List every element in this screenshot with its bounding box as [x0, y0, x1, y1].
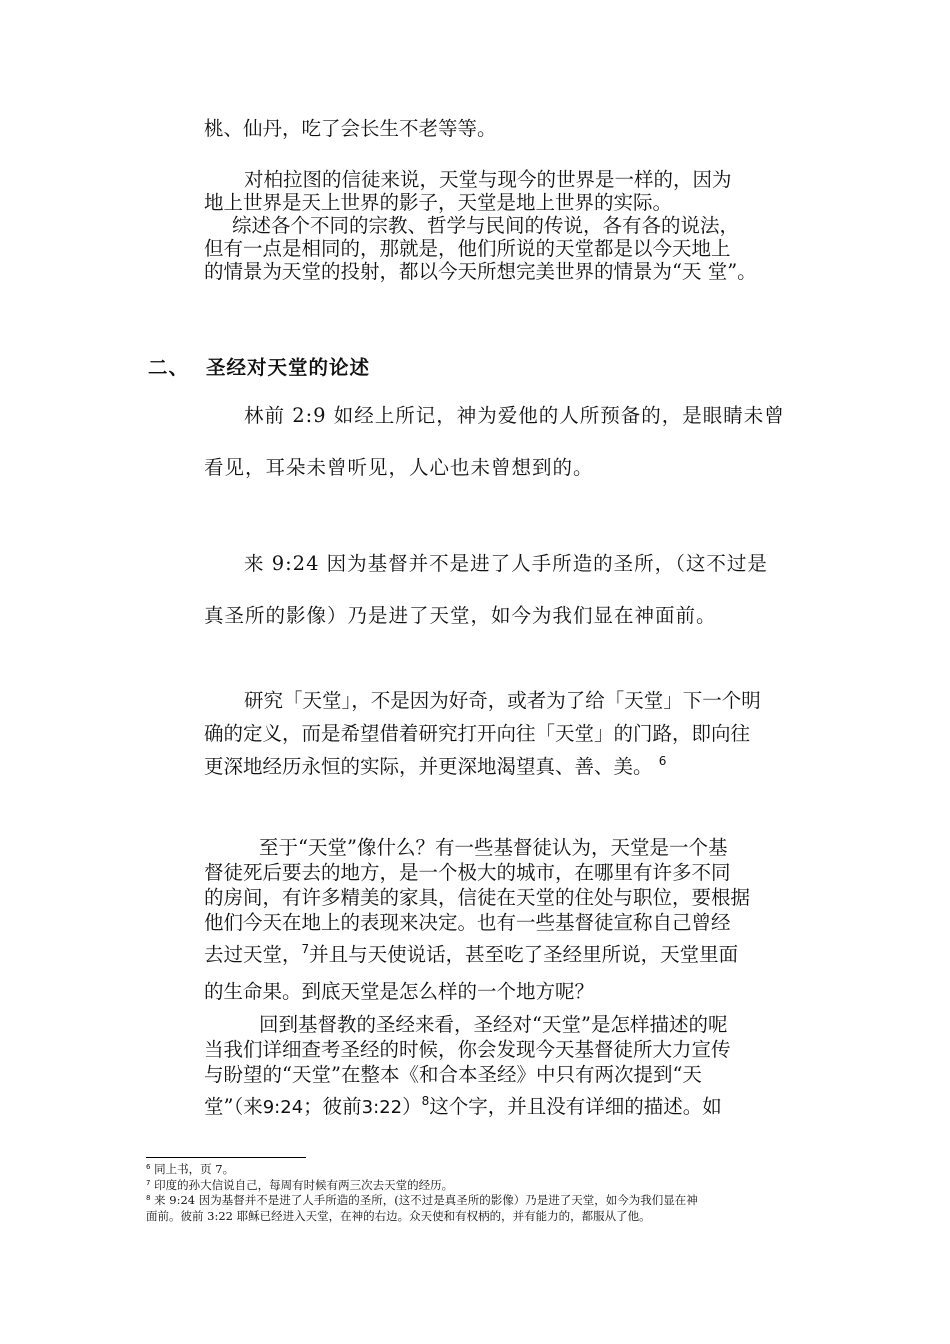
section-number: 二、 [148, 356, 190, 379]
text-line: 他们今天在地上的表现来决定。也有一些基督徒宣称自己曾经 [204, 911, 731, 934]
footnote-ref[interactable]: 6 [658, 754, 667, 768]
text-line: 3:22 [361, 1097, 403, 1118]
text-line: 去过天堂， [204, 943, 302, 966]
text-line: 的房间，有许多精美的家具，信徒在天堂的住处与职位，要根据 [204, 886, 751, 909]
section-heading [148, 352, 370, 380]
plato-paragraph [204, 168, 808, 214]
text-line: 并且与天使说话，甚至吃了圣经里所说，天堂里面 [309, 943, 739, 966]
text-line: 林前 2:9 如经上所记，神为爱他的人所预备的，是眼睛未曾 [244, 404, 785, 427]
text-line: 真圣所的影像）乃是进了天堂，如今为我们显在神面前。 [204, 604, 717, 627]
footnote-ref[interactable]: 7 [301, 942, 310, 956]
footnote-7 [146, 1178, 811, 1194]
text-line: 更深地经历永恒的实际，并更深地渴望真、善、美。 [204, 755, 653, 778]
text-line: 的生命果。到底天堂是怎么样的一个地方呢？ [204, 980, 595, 1003]
bible-paragraph [204, 1012, 808, 1128]
footnote-8-continued: 面前。彼前 3:22 耶稣已经进入天堂，在神的右边。众天使和有权柄的，并有能力的，都服从了他。 [146, 1208, 651, 1223]
footnote-number: 7 [146, 1178, 151, 1187]
text-line: 的情景为天堂的投射，都以今天所想完美世界的情景为“天 [204, 260, 702, 283]
footnotes [146, 1162, 811, 1224]
text-line: 回到基督教的圣经来看，圣经对“天堂”是怎样描述的呢 [259, 1013, 728, 1036]
top-paragraph [204, 117, 808, 140]
text-line: 来 9:24 因为基督并不是进了人手所造的圣所，（这不过是 [244, 552, 768, 575]
footnote-number: 6 [146, 1163, 151, 1171]
research-paragraph [204, 684, 808, 783]
text-line: 这个字，并且没有详细的描述。如 [429, 1095, 722, 1118]
text-line: 综述各个不同的宗教、哲学与民间的传说，各有各的说法， [232, 214, 740, 237]
text-line: 但有一点是相同的，那就是，他们所说的天堂都是以今天地上 [204, 237, 731, 260]
text-line: 研究「天堂」，不是因为好奇，或者为了给「天堂」下一个明 [244, 689, 761, 712]
verse-heb-9-24 [204, 538, 808, 642]
text-line: ） [402, 1095, 422, 1118]
text-line: 至于“天堂”像什么？有一些基督徒认为，天堂是一个基 [259, 836, 728, 859]
footnote-number: 8 [146, 1194, 151, 1202]
text-line: 堂”。 [707, 260, 757, 283]
text-line: 确的定义，而是希望借着研究打开向往「天堂」的门路，即向往 [204, 722, 751, 745]
text-line: 督徒死后要去的地方，是一个极大的城市，在哪里有许多不同 [204, 861, 731, 884]
summary-paragraph [204, 214, 808, 283]
footnote-separator [146, 1157, 306, 1158]
heaven-paragraph [204, 835, 808, 1009]
text-line: 堂”（来 [204, 1095, 263, 1118]
text-line: 地上世界是天上世界的影子，天堂是地上世界的实际。 [204, 191, 673, 214]
text-line: 与盼望的“天堂”在整本《和合本圣经》中只有两次提到“天 [204, 1063, 702, 1086]
text-line: 看见，耳朵未曾听见，人心也未曾想到的。 [204, 456, 594, 479]
text-line: ；彼前 [303, 1095, 362, 1118]
footnote-ref[interactable]: 8 [421, 1094, 430, 1108]
footnote-text: 同上书，页 7。 [154, 1162, 235, 1176]
footnote-text: 来 9:24 因为基督并不是进了人手所造的圣所，(这不过是真圣所的影像）乃是进了天堂，如今为我们显在神 [154, 1193, 698, 1207]
footnote-8 [146, 1193, 811, 1209]
footnote-6 [146, 1162, 811, 1178]
text-line: 桃、仙丹，吃了会长生不老等等。 [204, 117, 497, 140]
footnote-text: 印度的孙大信说自己，每周有时候有两三次去天堂的经历。 [154, 1177, 454, 1192]
verse-1co-2-9 [204, 390, 808, 494]
text-line: 对柏拉图的信徒来说，天堂与现今的世界是一样的，因为 [244, 168, 732, 191]
section-title: 圣经对天堂的论述 [206, 356, 371, 379]
text-line: 当我们详细查考圣经的时候，你会发现今天基督徒所大力宣传 [204, 1038, 731, 1061]
text-line: 9:24 [262, 1097, 304, 1118]
